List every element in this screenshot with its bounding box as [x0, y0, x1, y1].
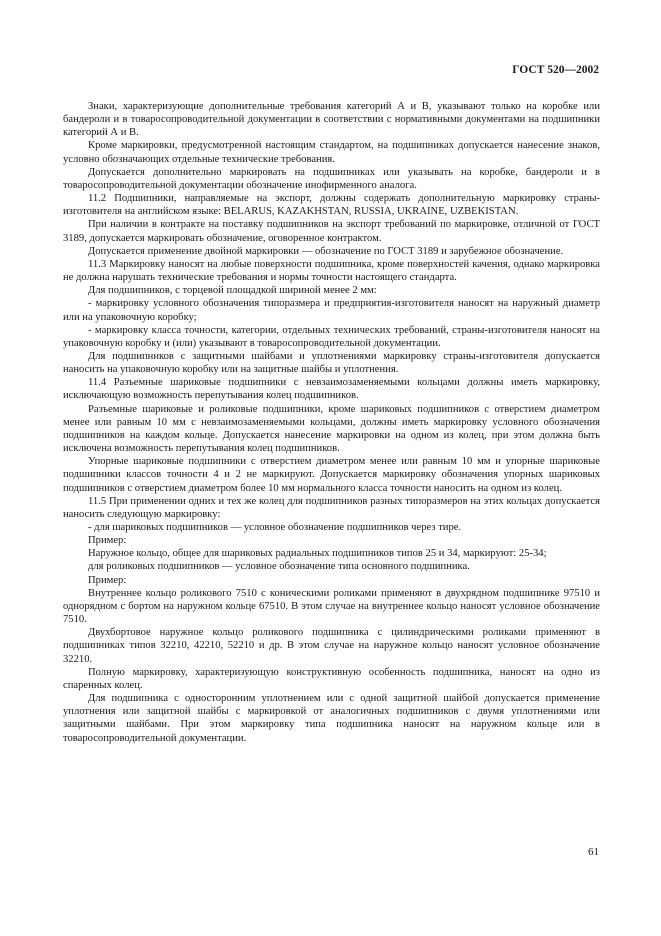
paragraph: Допускается дополнительно маркировать на подшипниках или указывать на коробке, бандероли и в товаросопроводительной документации обозначение инофирменного аналога.: [63, 166, 600, 191]
paragraph: Полную маркировку, характеризующую конструктивную особенность подшипника, наносят на одно из спаренных колец.: [63, 666, 600, 691]
paragraph: Допускается применение двойной маркировки — обозначение по ГОСТ 3189 и зарубежное обозначение.: [88, 245, 564, 257]
paragraph: Для подшипников, с торцевой площадкой шириной менее 2 мм:: [88, 285, 377, 297]
paragraph: Упорные шариковые подшипники с отверстием диаметром менее или равным 10 мм и упорные шариковые подшипники классов точности 4 и 2 не маркируют. Допускается маркировку обозначения упорных шариковых подшипников с отверстием диаметром более 10 мм нормального класса точности наносить на одном из колец.: [63, 456, 600, 494]
paragraph: При наличии в контракте на поставку подшипников на экспорт требований по маркировке, отличной от ГОСТ 3189, допускается маркировать обозначение, оговоренное контрактом.: [63, 219, 600, 244]
example-label: Пример:: [88, 535, 127, 547]
paragraph: Для подшипников с защитными шайбами и уплотнениями маркировку страны-изготовителя допускается наносить на упаковочную коробку или на защитные шайбы и уплотнения.: [63, 350, 600, 376]
paragraph: Знаки, характеризующие дополнительные требования категорий А и В, указывают только на коробке или бандероли и в товаросопроводительной документации в соответствии с нормативными документами на подшипники категорий А и В.: [63, 101, 600, 139]
example-text: Двухбортовое наружное кольцо роликового подшипника с цилиндрическими роликами применяют в подшипниках типов 32210, 42210, 52210 и др. В этом случае на наружное кольцо наносят условное обозначение 32210.: [63, 627, 600, 665]
paragraph: 11.2 Подшипники, направляемые на экспорт, должны содержать дополнительную маркировку страны-изготовителя на английском языке: BELARUS, KAZAKHSTAN, RUSSIA, UKRAINE, UZBEKISTAN.: [63, 193, 600, 218]
paragraph: Разъемные шариковые и роликовые подшипники, кроме шариковых подшипников с отверстием диаметром менее или равным 10 мм с невзаимозаменяемыми кольцами, должны иметь маркировку условного обозначения подшипников на каждом кольце. Допускается нанесение маркировки на одном из колец, при этом должна быть исключена возможность перепутывания колец подшипников.: [63, 403, 600, 455]
paragraph: 11.5 При применении одних и тех же колец для подшипников разных типоразмеров на этих кольцах допускается наносить следующую маркировку:: [63, 495, 600, 520]
document-body: [63, 100, 600, 745]
document-code-header: ГОСТ 520—2002: [512, 64, 599, 76]
paragraph: Для подшипника с односторонним уплотнением или с одной защитной шайбой допускается применение уплотнения или защитной шайбы с маркировкой от аналогичных подшипников с двумя уплотнениями или защитными шайбами. При этом маркировку типа подшипника наносят на наружном кольце или в товаросопроводительной документации.: [63, 693, 600, 744]
paragraph: Кроме маркировки, предусмотренной настоящим стандартом, на подшипниках допускается нанесение знаков, условно обозначающих отдельные технические требования.: [63, 140, 600, 165]
list-item: - для шариковых подшипников — условное обозначение подшипников через тире.: [88, 522, 462, 533]
list-item: - маркировку условного обозначения типоразмера и предприятия-изготовителя наносят на наружный диаметр или на упаковочную коробку;: [63, 298, 600, 323]
list-item: - маркировку класса точности, категории, отдельных технических требований, страны-изготовителя наносят на упаковочную коробку и (или) указывают в товаросопроводительной документации.: [63, 324, 600, 349]
paragraph: 11.4 Разъемные шариковые подшипники с невзаимозаменяемыми кольцами должны иметь маркировку, исключающую возможность перепутывания колец подшипников.: [63, 377, 600, 402]
paragraph: для роликовых подшипников — условное обозначение типа основного подшипника.: [88, 561, 470, 573]
example-label: Пример:: [88, 574, 127, 586]
example-text: Внутреннее кольцо роликового 7510 с коническими роликами применяют в двухрядном подшипнике 97510 и однорядном с бортом на наружном кольце 67510. В этом случае на внутреннее кольцо наносят условное обозначение 7510.: [63, 587, 600, 626]
paragraph: 11.3 Маркировку наносят на любые поверхности подшипника, кроме поверхностей качения, однако маркировка не должна нарушать технические требования и нормы точности настоящего стандарта.: [63, 258, 600, 284]
example-text: Наружное кольцо, общее для шариковых радиальных подшипников типов 25 и 34, маркируют: 25-34;: [88, 548, 547, 560]
page-number: 61: [588, 846, 599, 858]
